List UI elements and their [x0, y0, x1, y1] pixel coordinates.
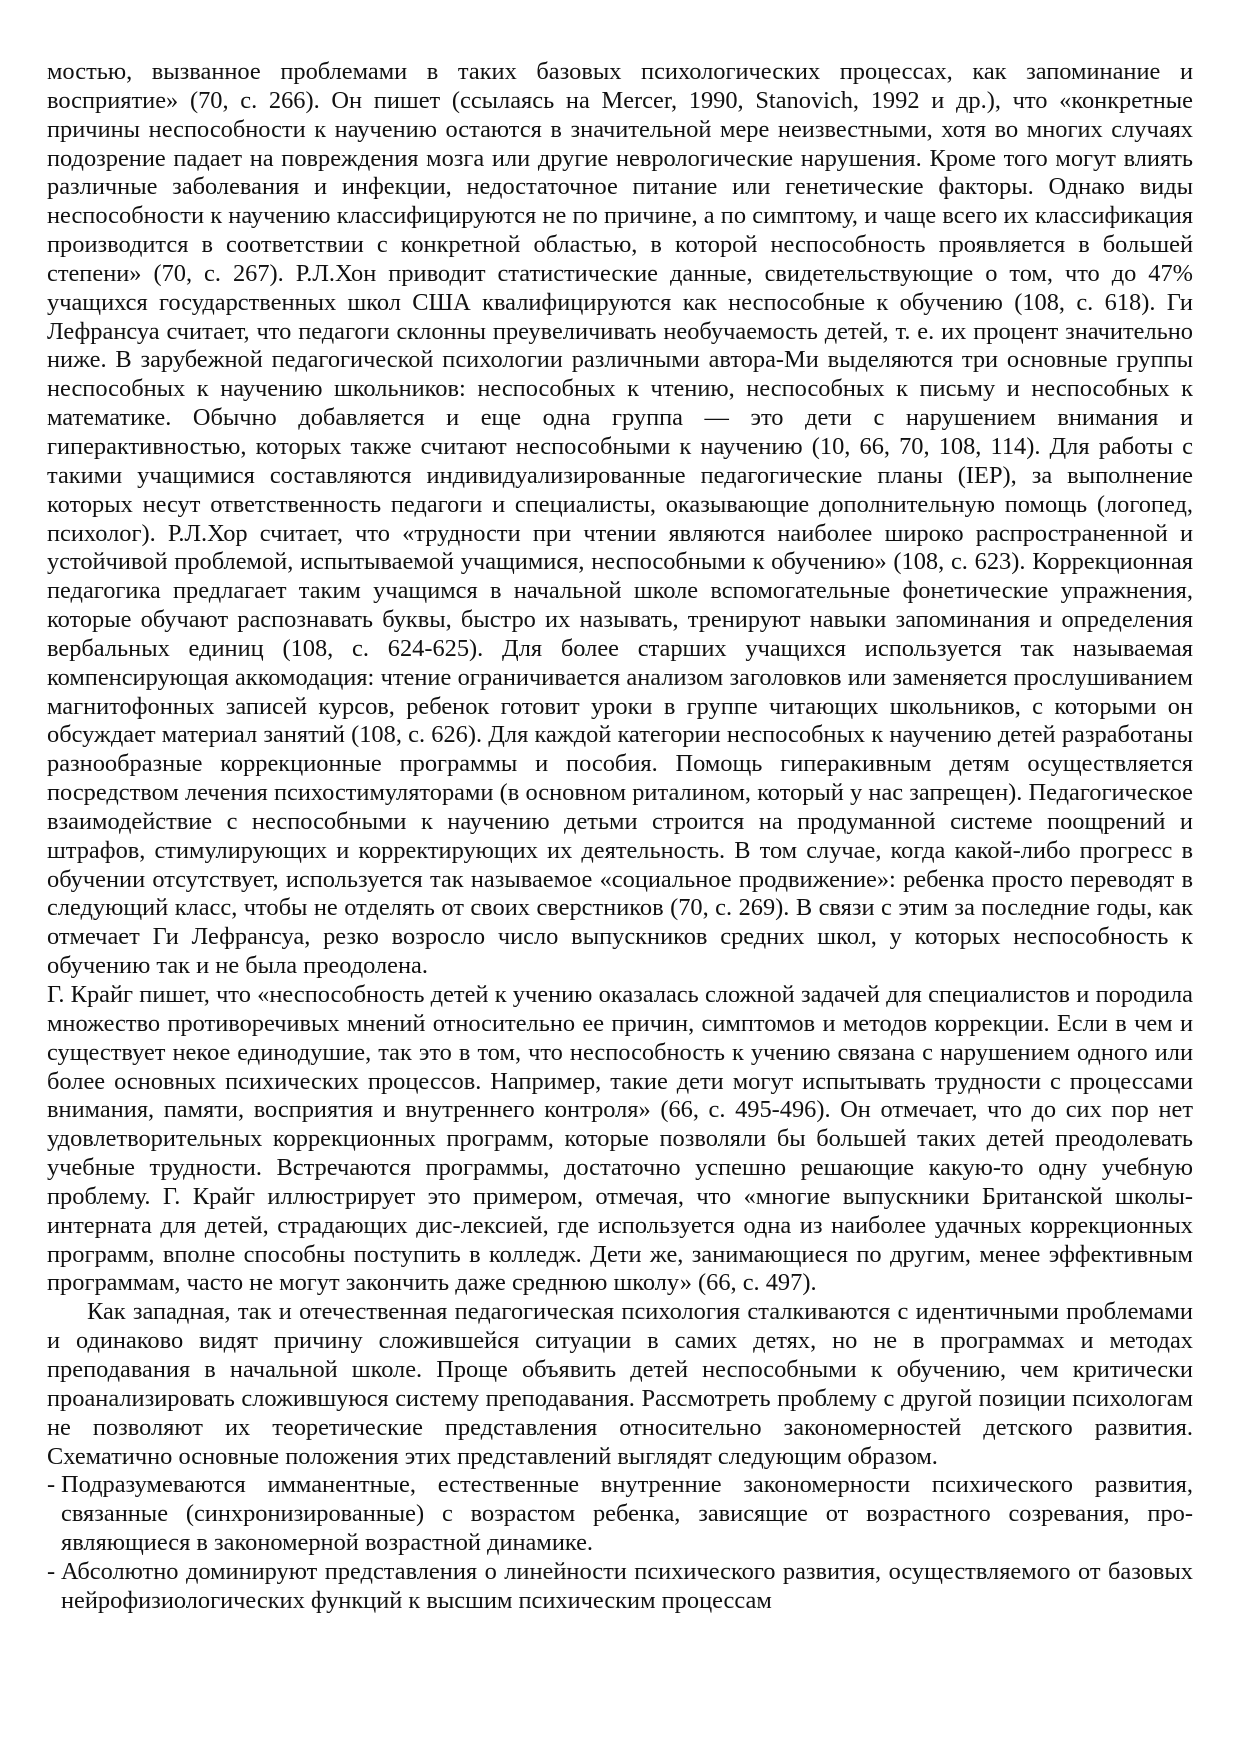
paragraph-craig-quote: Г. Крайг пишет, что «неспособность детей к учению оказалась сложной задачей для специалистов и породила множество противоречивых мнений относительно ее причин, симптомов и методов коррекции. Если в чем и существует некое единодушие, так это в том, что неспособность к учению связана с нарушением одного или более основных психических процессов. Например, такие дети могут испытывать трудности с процессами внимания, памяти, восприятия и внутреннего контроля» (66, с. 495-496). Он отмечает, что до сих пор нет удовлетворительных коррекционных программ, которые позволяли бы большей таких детей преодолевать учебные трудности. Встречаются программы, достаточно успешно решающие какую-то одну учебную проблему. Г. Крайг иллюстрирует это примером, отмечая, что «многие выпускники Британской школы-интерната для детей, страдающих дис-лексией, где используется одна из наиболее удачных коррекционных программ, вполне способны поступить в колледж. Дети же, занимающиеся по другим, менее эффективным программам, часто не могут закончить даже среднюю школу» (66, с. 497). — [47, 981, 1193, 1297]
list-item — [47, 1558, 1193, 1616]
document-page — [47, 58, 1193, 1616]
list-item-text: Абсолютно доминируют представления о линейности психического развития, осуществляемого от базовых нейрофизиологических функций к высшим психическим процессам — [61, 1557, 1193, 1614]
paragraph-learning-disability-causes: мостью, вызванное проблемами в таких базовых психологических процессах, как запоминание и восприятие» (70, с. 266). Он пишет (ссылаясь на Mercer, 1990, Stanovich, 1992 и др.), что «конкретные причины неспособности к научению остаются в значительной мере неизвестными, хотя во многих случаях подозрение падает на повреждения мозга или другие неврологические нарушения. Кроме того могут влиять различные заболевания и инфекции, недостаточное питание или генетические факторы. Однако виды неспособности к научению классифицируются не по причине, а по симптому, и чаще всего их классификация производится в соответствии с конкретной областью, в которой неспособность проявляется в большей степени» (70, с. 267). Р.Л.Хон приводит статистические данные, свидетельствующие о том, что до 47% учащихся государственных школ США квалифицируются как неспособные к обучению (108, с. 618). Ги Лефрансуа считает, что педагоги склонны преувеличивать необучаемость детей, т. е. их процент значительно ниже. В зарубежной педагогической психологии различными автора-Ми выделяются три основные группы неспособных к научению школьников: неспособных к чтению, неспособных к письму и неспособных к математике. Обычно добавляется и еще одна группа — это дети с нарушением внимания и гиперактивностью, которых также считают неспособными к научению (10, 66, 70, 108, 114). Для работы с такими учащимися составляются индивидуализированные педагогические планы (IEP), за выполнение которых несут ответственность педагоги и специалисты, оказывающие дополнительную помощь (логопед, психолог). Р.Л.Хор считает, что «трудности при чтении являются наиболее широко распространенной и устойчивой проблемой, испытываемой учащимися, неспособными к обучению» (108, с. 623). Коррекционная педагогика предлагает таким учащимся в начальной школе вспомогательные фонетические упражнения, которые обучают распознавать буквы, быстро их называть, тренируют навыки запоминания и определения вербальных единиц (108, с. 624-625). Для более старших учащихся используется так называемая компенсирующая аккомодация: чтение ограничивается анализом заголовков или заменяется прослушиванием магнитофонных записей курсов, ребенок готовит уроки в группе читающих школьников, с которыми он обсуждает материал занятий (108, с. 626). Для каждой категории неспособных к научению детей разработаны разнообразные коррекционные программы и пособия. Помощь гиперакивным детям осуществляется посредством лечения психостимуляторами (в основном риталином, который у нас запрещен). Педагогическое взаимодействие с неспособными к научению детьми строится на продуманной системе поощрений и штрафов, стимулирующих и корректирующих их деятельность. В том случае, когда какой-либо прогресс в обучении отсутствует, используется так называемое «социальное продвижение»: ребенка просто переводят в следующий класс, чтобы не отделять от своих сверстников (70, с. 269). В связи с этим за последние годы, как отмечает Ги Лефрансуа, резко возросло число выпускников средних школ, у которых неспособность к обучению так и не была преодолена. — [47, 58, 1193, 980]
list-item-text: Подразумеваются имманентные, естественные внутренние закономерности психического развития, связанные (синхронизированные) с возрастом ребенка, зависящие от возрастного созревания, про-являющиеся в закономерной возрастной динамике. — [61, 1471, 1193, 1557]
list-item — [47, 1471, 1193, 1558]
list-bullet-marker: - — [47, 1557, 56, 1585]
list-bullet-marker: - — [47, 1471, 56, 1499]
paragraph-western-and-domestic-psychology: Как западная, так и отечественная педагогическая психология сталкиваются с идентичными проблемами и одинаково видят причину сложившейся ситуации в самих детях, но не в программах и методах преподавания в начальной школе. Проще объявить детей неспособными к обучению, чем критически проанализировать сложившуюся систему преподавания. Рассмотреть проблему с другой позиции психологам не позволяют их теоретические представления относительно закономерностей детского развития. Схематично основные положения этих представлений выглядят следующим образом. — [47, 1298, 1193, 1470]
